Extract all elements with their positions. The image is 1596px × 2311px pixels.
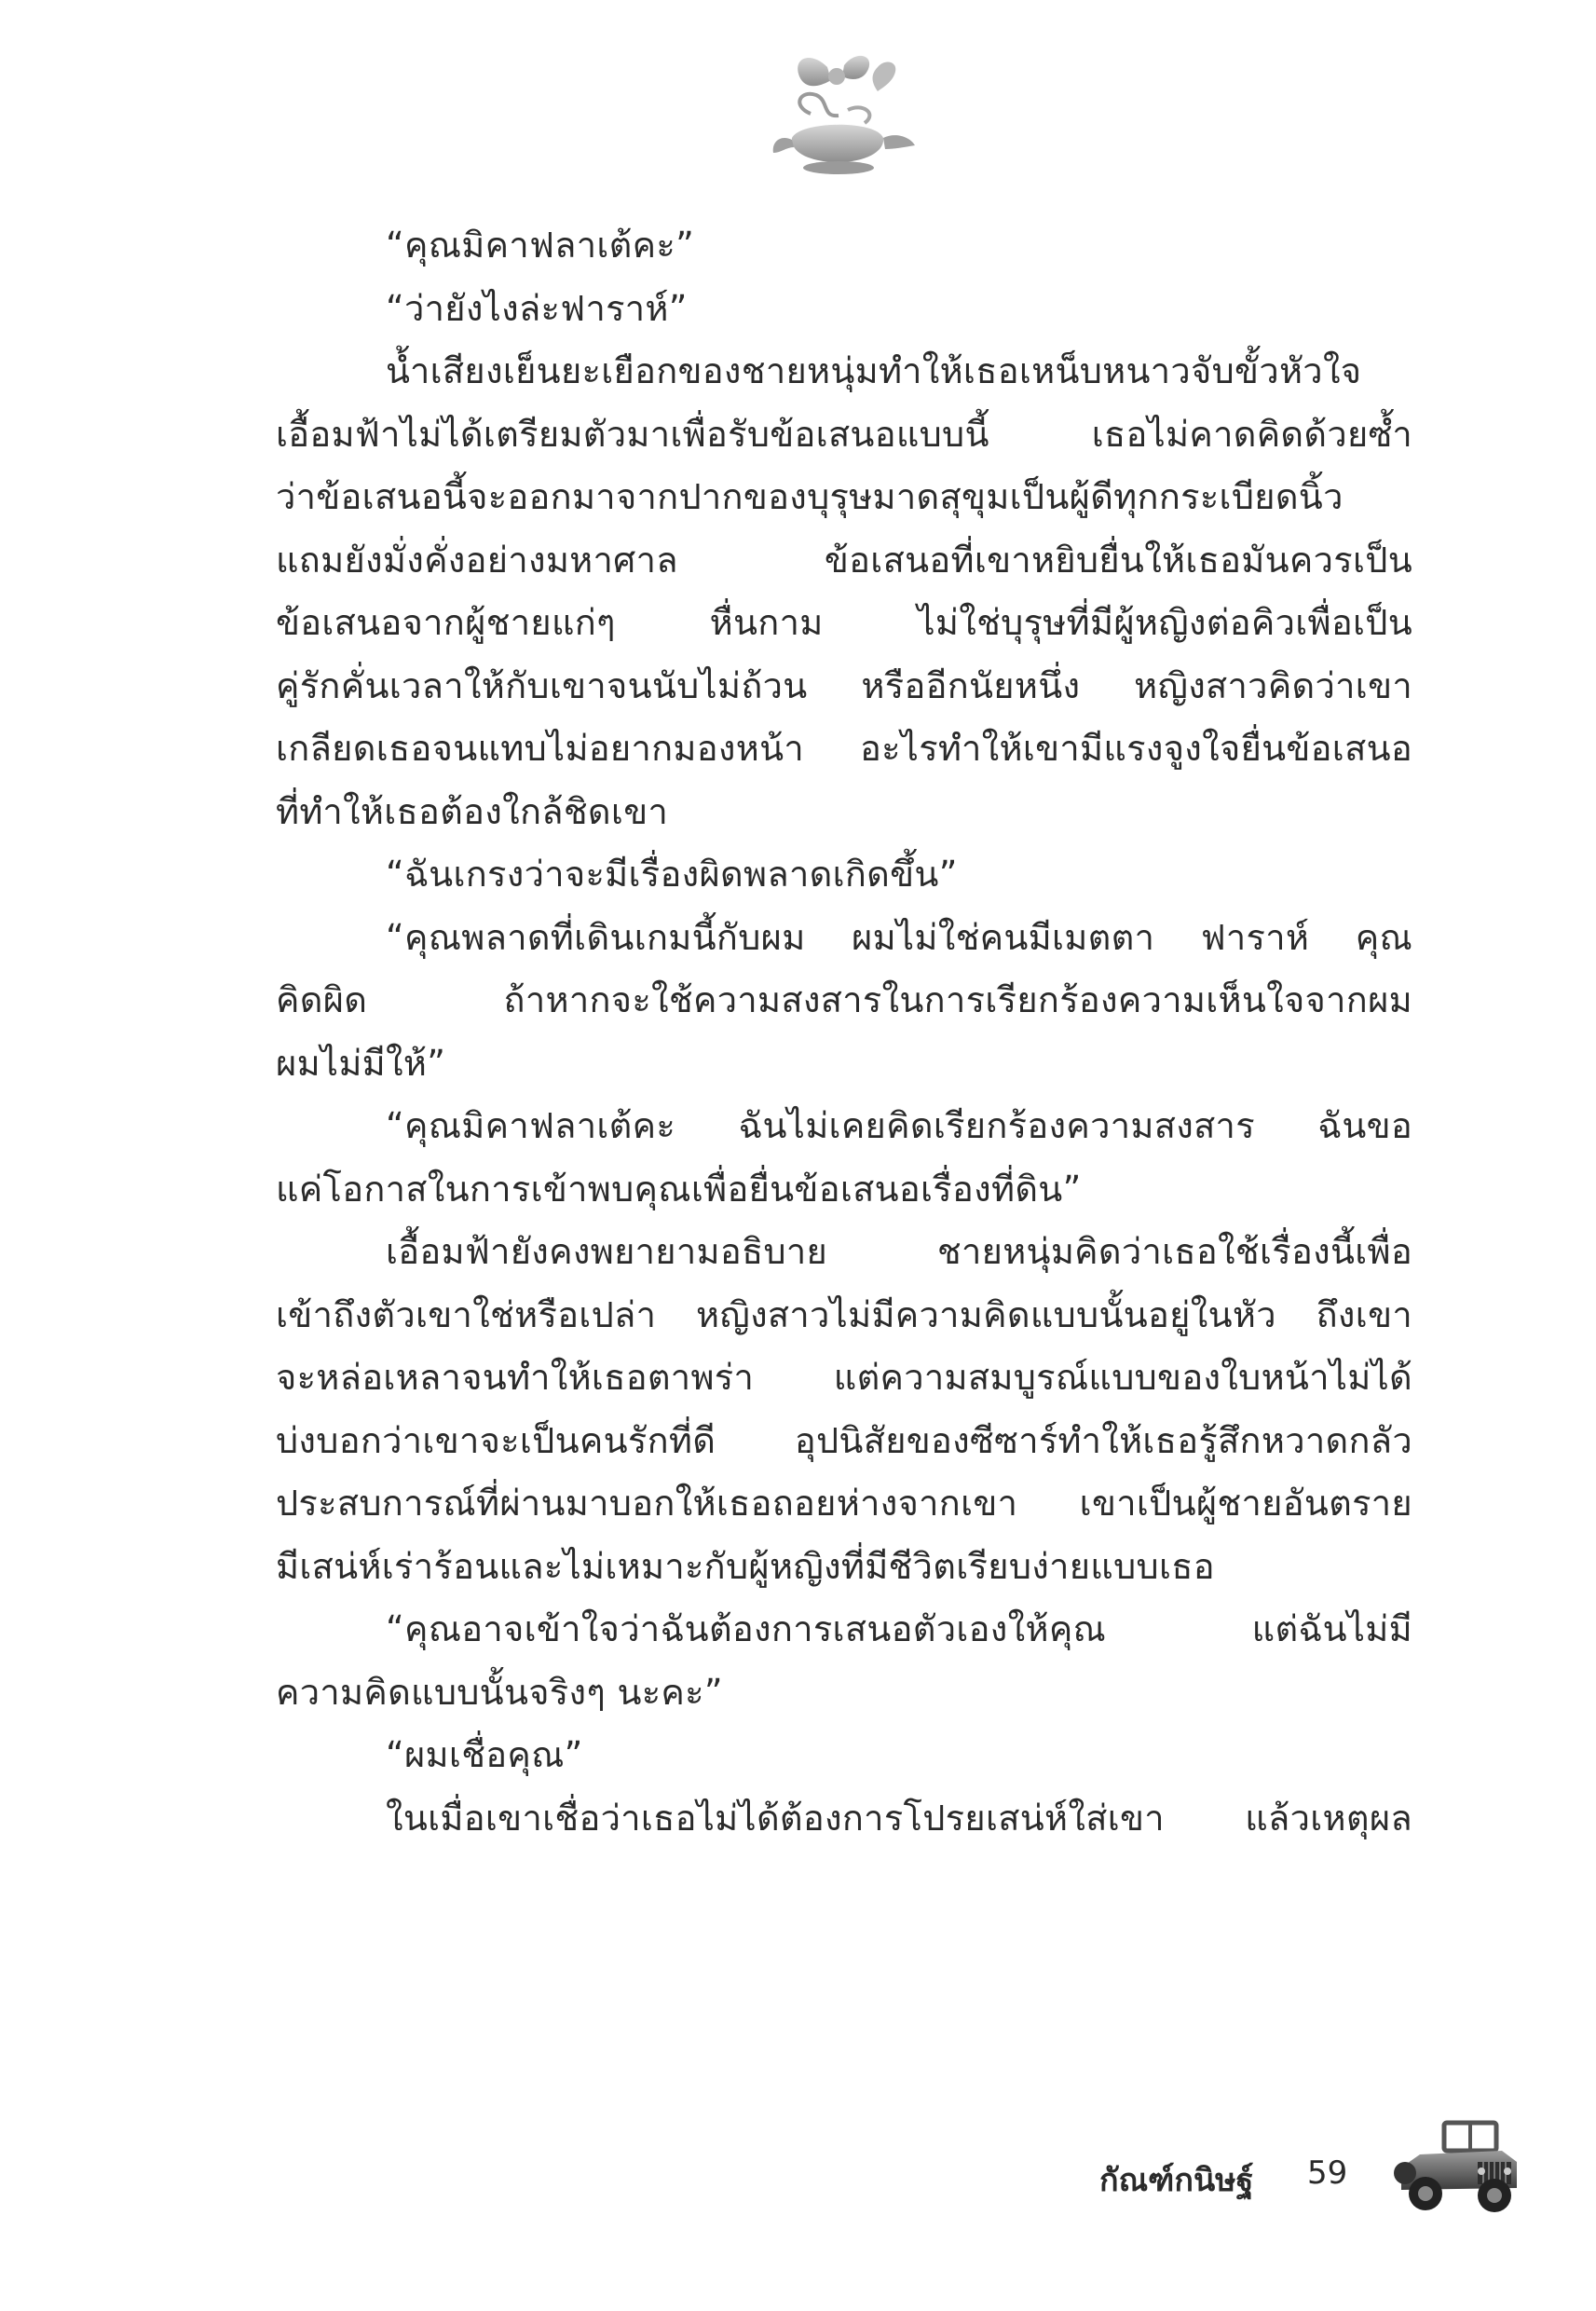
teapot-cupid-ornament-icon [755,48,922,179]
text-line: แถมยังมั่งคั่งอย่างมหาศาล ข้อเสนอที่เขาหยิบยื่นให้เธอมันควรเป็น [276,539,1412,581]
text-line: มีเสน่ห์เร่าร้อนและไม่เหมาะกับผู้หญิงที่มีชีวิตเรียบง่ายแบบเธอ [276,1545,1215,1587]
text-line: คู่รักคั่นเวลาให้กับเขาจนนับไม่ถ้วน หรืออีกนัยหนึ่ง หญิงสาวคิดว่าเขา [276,664,1412,706]
text-line: “ว่ายังไงล่ะฟาราห์” [386,287,688,329]
text-line: คิดผิด ถ้าหากจะใช้ความสงสารในการเรียกร้องความเห็นใจจากผม [276,979,1412,1020]
text-line: “คุณมิคาฟลาเต้คะ” [386,225,695,266]
text-line: ความคิดแบบนั้นจริงๆ นะคะ” [276,1671,723,1713]
text-line: น้ำเสียงเย็นยะเยือกของชายหนุ่มทำให้เธอเหน็บหนาวจับขั้วหัวใจ [386,350,1362,391]
text-line: ประสบการณ์ที่ผ่านมาบอกให้เธอถอยห่างจากเขา เขาเป็นผู้ชายอันตราย [276,1483,1412,1524]
text-line: เอื้อมฟ้ายังคงพยายามอธิบาย ชายหนุ่มคิดว่าเธอใช้เรื่องนี้เพื่อ [386,1231,1412,1272]
text-line: “คุณพลาดที่เดินเกมนี้กับผม ผมไม่ใช่คนมีเมตตา ฟาราห์ คุณ [386,916,1412,958]
jeep-icon [1392,2108,1522,2218]
text-line: เกลียดเธอจนแทบไม่อยากมองหน้า อะไรทำให้เขามีแรงจูงใจยื่นข้อเสนอ [276,728,1412,769]
text-line: “ฉันเกรงว่าจะมีเรื่องผิดพลาดเกิดขึ้น” [386,854,958,895]
page-number: 59 [1307,2154,1348,2192]
text-line: จะหล่อเหลาจนทำให้เธอตาพร่า แต่ความสมบูรณ์แบบของใบหน้าไม่ได้ [276,1357,1412,1398]
text-line: “คุณอาจเข้าใจว่าฉันต้องการเสนอตัวเองให้คุณ แต่ฉันไม่มี [386,1608,1412,1649]
text-line: บ่งบอกว่าเขาจะเป็นคนรักที่ดี อุปนิสัยของซีซาร์ทำให้เธอรู้สึกหวาดกลัว [276,1419,1412,1461]
text-line: ข้อเสนอจากผู้ชายแก่ๆ หื่นกาม ไม่ใช่บุรุษที่มีผู้หญิงต่อคิวเพื่อเป็น [276,602,1412,643]
text-line: แค่โอกาสในการเข้าพบคุณเพื่อยื่นข้อเสนอเรื่องที่ดิน” [276,1168,1082,1210]
chapter-body-text [276,214,1412,1850]
text-line: “คุณมิคาฟลาเต้คะ ฉันไม่เคยคิดเรียกร้องความสงสาร ฉันขอ [386,1105,1412,1146]
text-line: ว่าข้อเสนอนี้จะออกมาจากปากของบุรุษมาดสุขุมเป็นผู้ดีทุกกระเบียดนิ้ว [276,476,1344,517]
text-line: ผมไม่มีให้” [276,1042,446,1084]
book-title-footer: กัณฑ์กนิษฐ์ [1099,2162,1254,2199]
text-line: เอื้อมฟ้าไม่ได้เตรียมตัวมาเพื่อรับข้อเสนอแบบนี้ เธอไม่คาดคิดด้วยซ้ำ [276,413,1412,455]
text-line: ที่ทำให้เธอต้องใกล้ชิดเขา [276,790,669,832]
text-line: ในเมื่อเขาเชื่อว่าเธอไม่ได้ต้องการโปรยเสน่ห์ใส่เขา แล้วเหตุผล [386,1797,1412,1839]
text-line: เข้าถึงตัวเขาใช่หรือเปล่า หญิงสาวไม่มีความคิดแบบนั้นอยู่ในหัว ถึงเขา [276,1293,1412,1335]
text-line: “ผมเชื่อคุณ” [386,1734,583,1775]
